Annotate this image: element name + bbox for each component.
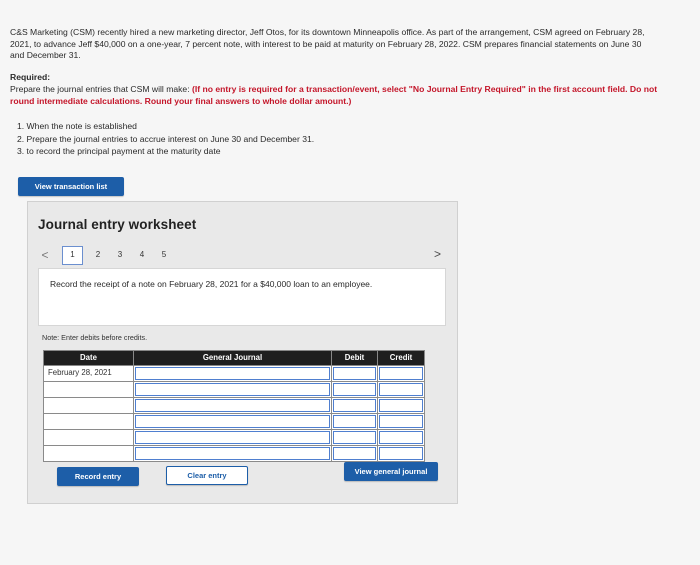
clear-entry-button[interactable]: Clear entry (166, 466, 248, 485)
entry-date (44, 430, 134, 446)
account-column-header: General Journal (134, 351, 332, 366)
table-row (44, 446, 425, 462)
entry-date: February 28, 2021 (44, 366, 134, 382)
account-field[interactable] (134, 446, 332, 462)
debit-field[interactable] (332, 446, 378, 462)
required-instruction-note: (If no entry is required for a transaction/event, select "No Journal Entry Required" in the first account field. Do not round intermediate calculations. Round your final answers to whole dollar amount.) (10, 84, 658, 106)
debit-field[interactable] (332, 382, 378, 398)
next-page-icon[interactable]: > (433, 247, 441, 261)
step-item: 3. to record the principal payment at the maturity date (17, 146, 221, 157)
entry-date (44, 382, 134, 398)
table-row (44, 414, 425, 430)
page-tab-3[interactable]: 3 (117, 250, 123, 260)
table-row (44, 382, 425, 398)
debit-field[interactable] (332, 398, 378, 414)
account-field[interactable] (134, 398, 332, 414)
credit-field[interactable] (378, 398, 425, 414)
view-general-journal-button[interactable]: View general journal (344, 462, 438, 481)
debit-field[interactable] (332, 430, 378, 446)
worksheet-pager (38, 246, 175, 265)
table-row (44, 398, 425, 414)
account-field[interactable] (134, 382, 332, 398)
table-row (44, 430, 425, 446)
required-instructions (10, 84, 670, 107)
debit-credit-note: Note: Enter debits before credits. (42, 333, 148, 342)
required-lead: Prepare the journal entries that CSM will make: (10, 84, 190, 94)
journal-entry-worksheet (27, 201, 458, 504)
credit-field[interactable] (378, 414, 425, 430)
view-transaction-list-button[interactable]: View transaction list (18, 177, 124, 196)
account-field[interactable] (134, 414, 332, 430)
step-item: 1. When the note is established (17, 121, 137, 131)
step-item: 2. Prepare the journal entries to accrue interest on June 30 and December 31. (17, 133, 315, 144)
credit-field[interactable] (378, 430, 425, 446)
debit-field[interactable] (332, 366, 378, 382)
credit-field[interactable] (378, 382, 425, 398)
required-heading: Required: (10, 72, 51, 82)
credit-field[interactable] (378, 366, 425, 382)
page-tab-1[interactable]: 1 (62, 246, 83, 265)
date-column-header: Date (44, 351, 134, 366)
page-tab-2[interactable]: 2 (95, 250, 101, 260)
debit-field[interactable] (332, 414, 378, 430)
entry-date (44, 414, 134, 430)
worksheet-title: Journal entry worksheet (38, 217, 197, 232)
prev-page-icon[interactable]: < (41, 248, 49, 263)
account-field[interactable] (134, 366, 332, 382)
record-entry-button[interactable]: Record entry (57, 467, 139, 486)
account-field[interactable] (134, 430, 332, 446)
journal-entry-table (43, 350, 425, 462)
problem-intro: C&S Marketing (CSM) recently hired a new marketing director, Jeff Otos, for its downtown Minneapolis office. As part of the arrangement, CSM agreed on February 28, 2021, to advance Jeff $40,000 on a one-year, 7 percent note, with interest to be paid at maturity on February 28, 2022. CSM prepares financial statements on June 30 and December 31. (10, 27, 645, 61)
transaction-description-box (38, 268, 446, 326)
credit-column-header: Credit (378, 351, 425, 366)
steps-list (17, 121, 314, 159)
transaction-description: Record the receipt of a note on February 28, 2021 for a $40,000 loan to an employee. (50, 279, 373, 289)
entry-date (44, 398, 134, 414)
credit-field[interactable] (378, 446, 425, 462)
page-tab-5[interactable]: 5 (161, 250, 167, 260)
entry-date (44, 446, 134, 462)
debit-column-header: Debit (332, 351, 378, 366)
page-tab-4[interactable]: 4 (139, 250, 145, 260)
table-row (44, 366, 425, 382)
